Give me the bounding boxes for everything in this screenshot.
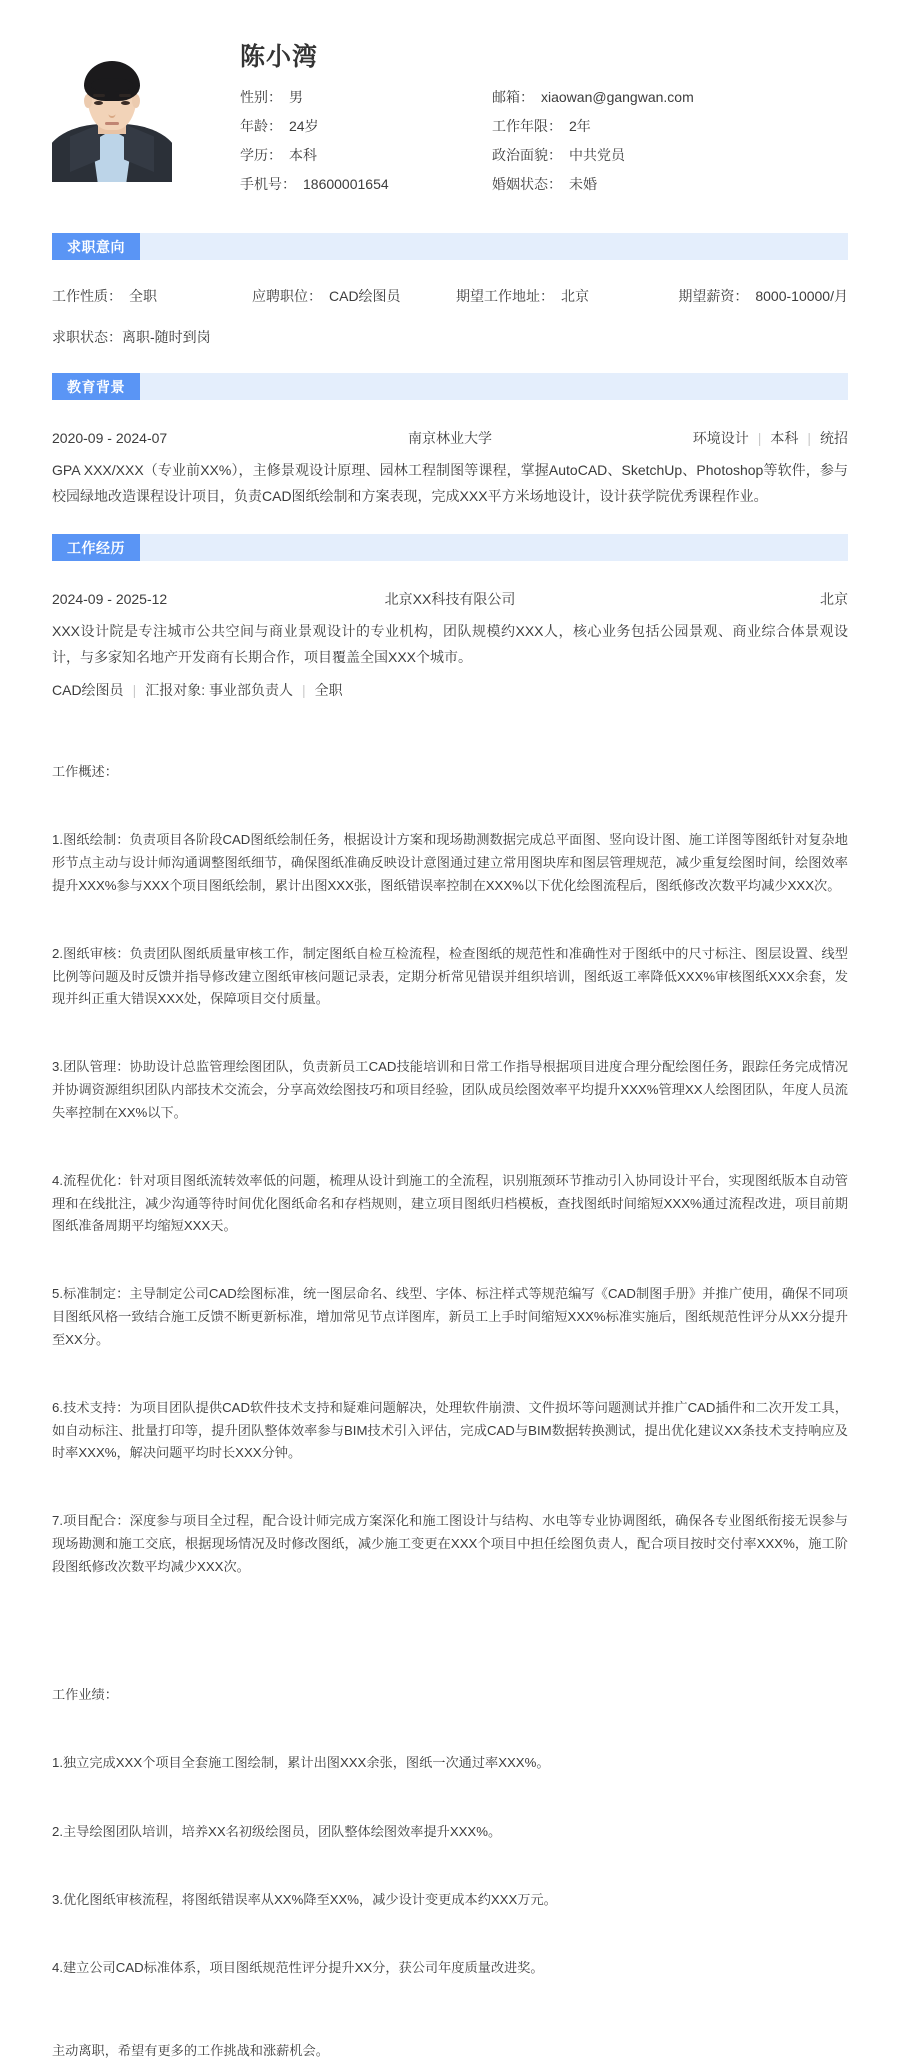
work-achievements xyxy=(52,1624,848,2025)
divider-icon: | xyxy=(757,430,762,447)
field-gender xyxy=(240,88,492,106)
field-age-value: 24岁 xyxy=(289,117,319,134)
field-experience-value: 2年 xyxy=(569,117,591,134)
divider-icon: | xyxy=(807,430,811,447)
work-entry-row xyxy=(52,561,848,609)
work-overview xyxy=(52,700,848,1624)
work-overview-item: 4.流程优化：针对项目图纸流转效率低的问题，梳理从设计到施工的全流程，识别瓶颈环节推动引入协同设计平台，实现图纸版本自动管理和在线批注，减少沟通等待时间优化图纸命名和存档规则，建立项目图纸归档模板，查找图纸时间缩短XXX%通过流程改进，项目前期图纸准备周期平均缩短XXX天。 xyxy=(52,1172,848,1234)
job-intention-row-primary xyxy=(52,260,848,306)
education-date: 2020-09 - 2024-07 xyxy=(52,430,168,447)
work-location: 北京 xyxy=(820,591,848,608)
intent-status-value: 离职-随时到岗 xyxy=(122,329,211,346)
work-job-type: 全职 xyxy=(314,681,343,698)
field-marital-status xyxy=(492,175,848,193)
profile-header xyxy=(0,0,900,193)
education-meta xyxy=(558,428,848,448)
work-overview-item: 3.团队管理：协助设计总监管理绘图团队，负责新员工CAD技能培训和日常工作指导根据项目进度合理分配绘图任务，跟踪任务完成情况并协调资源组织团队内部技术交流会，分享高效绘图技巧和项目经验，团队成员绘图效率平均提升XXX%管理XX人绘图团队，年度人员流失率控制在XX%以下。 xyxy=(52,1059,848,1120)
field-email xyxy=(492,88,848,106)
work-role-line xyxy=(52,671,848,700)
field-education xyxy=(240,146,492,164)
photo-eye-right xyxy=(121,101,130,105)
avatar xyxy=(52,42,172,182)
avatar-photo xyxy=(52,42,172,182)
work-overview-title: 工作概述： xyxy=(52,764,118,780)
field-experience xyxy=(492,117,848,135)
education-entry-row xyxy=(52,400,848,448)
intent-location-value: 北京 xyxy=(561,288,589,305)
intent-status-label: 求职状态： xyxy=(52,329,122,346)
intent-position xyxy=(252,286,456,306)
photo-eye-left xyxy=(94,101,103,105)
intent-position-value: CAD绘图员 xyxy=(329,288,401,305)
intent-job-nature-label: 工作性质： xyxy=(52,288,122,305)
field-marital-status-value: 未婚 xyxy=(569,176,597,193)
profile-info xyxy=(172,42,848,193)
work-overview-item: 6.技术支持：为项目团队提供CAD软件技术支持和疑难问题解决，处理软件崩溃、文件损坏等问题测试并推广CAD插件和二次开发工具，如自动标注、批量打印等，提升团队整体效率参与BIM技术引入评估，完成CAD与BIM数据转换测试，提出优化建议XX条技术支持响应及时率XXX%，解决问题平均时长XXX分钟。 xyxy=(52,1399,848,1461)
intent-position-label: 应聘职位： xyxy=(252,288,322,305)
field-phone-value: 18600001654 xyxy=(303,176,389,193)
field-age xyxy=(240,117,492,135)
education-description: GPA XXX/XXX（专业前XX%），主修景观设计原理、园林工程制图等课程，掌握AutoCAD、SketchUp、Photoshop等软件，参与校园绿地改造课程设计项目，负责CAD图纸绘制和方案表现，完成XXX平方米场地设计，设计获学院优秀课程作业。 xyxy=(52,462,848,505)
section-header-job-intention xyxy=(52,233,848,260)
education-major: 环境设计 xyxy=(692,430,749,447)
section-title-education: 教育背景 xyxy=(52,373,140,400)
section-header-education xyxy=(52,373,848,400)
work-achievement-item: 2.主导绘图团队培训，培养XX名初级绘图员，团队整体绘图效率提升XXX%。 xyxy=(52,1823,502,1839)
intent-location xyxy=(456,286,674,306)
spacer xyxy=(52,510,848,534)
section-header-work-experience xyxy=(52,534,848,561)
photo-nose xyxy=(109,110,116,118)
photo-brow-right xyxy=(119,94,131,97)
education-school: 南京林业大学 xyxy=(408,430,492,447)
divider-icon: | xyxy=(132,681,137,698)
intent-salary xyxy=(674,286,848,306)
work-role: CAD绘图员 xyxy=(52,681,124,698)
work-report-to: 汇报对象: 事业部负责人 xyxy=(145,681,293,698)
section-title-job-intention: 求职意向 xyxy=(52,233,140,260)
work-overview-item: 7.项目配合：深度参与项目全过程，配合设计师完成方案深化和施工图设计与结构、水电等专业协调图纸，确保各专业图纸衔接无误参与现场勘测和施工交底，根据现场情况及时修改图纸，减少施工变更在XXX个项目中担任绘图负责人，配合项目按时交付率XXX%，施工阶段图纸修改次数平均减少XXX次。 xyxy=(52,1513,848,1574)
intent-salary-label: 期望薪资： xyxy=(678,288,749,305)
field-political-status-value: 中共党员 xyxy=(569,146,625,163)
field-experience-label: 工作年限： xyxy=(492,117,562,134)
work-overview-item: 1.图纸绘制：负责项目各阶段CAD图纸绘制任务，根据设计方案和现场勘测数据完成总平面图、竖向设计图、施工详图等图纸针对复杂地形节点主动与设计师沟通调整图纸细节，确保图纸准确反映设计意图通过建立常用图块库和图层管理规范，减少重复绘图时间，绘图效率提升XXX%参与XXX个项目图纸绘制，累计出图XXX张，图纸错误率控制在XXX%以下优化绘图流程后，图纸修改次数平均减少XXX次。 xyxy=(52,832,848,893)
work-overview-item: 2.图纸审核：负责团队图纸质量审核工作，制定图纸自检互检流程，检查图纸的规范性和准确性对于图纸中的尺寸标注、图层设置、线型比例等问题及时反馈并指导修改建立图纸审核问题记录表，定期分析常见错误并组织培训，图纸返工率降低XXX%审核图纸XXX余套，发现并纠正重大错误XXX处，保障项目交付质量。 xyxy=(52,945,848,1007)
education-enroll-type: 统招 xyxy=(820,430,848,447)
intent-location-label: 期望工作地址： xyxy=(456,288,554,305)
field-marital-status-label: 婚姻状态： xyxy=(492,176,562,193)
intent-job-nature xyxy=(52,286,252,306)
work-closing-note: 主动离职，希望有更多的工作挑战和涨薪机会。 xyxy=(52,2042,329,2058)
field-email-value: xiaowan@gangwan.com xyxy=(541,88,694,105)
job-intention-row-status xyxy=(52,306,848,373)
field-email-label: 邮箱： xyxy=(492,88,534,105)
work-achievement-item: 3.优化图纸审核流程，将图纸错误率从XX%降至XX%，减少设计变更成本约XXX万元。 xyxy=(52,1891,557,1907)
intent-job-nature-value: 全职 xyxy=(129,288,157,305)
field-phone xyxy=(240,175,492,193)
work-company: 北京XX科技有限公司 xyxy=(384,591,516,608)
divider-icon: | xyxy=(301,681,306,698)
field-education-value: 本科 xyxy=(289,146,317,163)
work-date: 2024-09 - 2025-12 xyxy=(52,591,168,608)
section-body-work-experience xyxy=(52,561,848,2063)
page-title: 陈小湾 xyxy=(240,43,319,71)
work-achievements-title: 工作业绩： xyxy=(52,1687,118,1703)
work-overview-item: 5.标准制定：主导制定公司CAD绘图标准，统一图层命名、线型、字体、标注样式等规范编写《CAD制图手册》并推广使用，确保不同项目图纸风格一致结合施工反馈不断更新标准，增加常见节点详图库，新员工上手时间缩短XXX%标准实施后，图纸规范性评分从XX分提升至XX分。 xyxy=(52,1286,848,1347)
section-body-education xyxy=(52,400,848,534)
work-company-description: XXX设计院是专注城市公共空间与商业景观设计的专业机构，团队规模约XXX人，核心业务包括公园景观、商业综合体景观设计，与多家知名地产开发商有长期合作，项目覆盖全国XXX个城市。 xyxy=(52,623,848,665)
field-education-label: 学历： xyxy=(240,146,282,163)
profile-fields xyxy=(240,88,848,194)
photo-brow-left xyxy=(93,94,105,97)
photo-mouth xyxy=(105,122,119,125)
work-achievement-item: 1.独立完成XXX个项目全套施工图绘制，累计出图XXX余张，图纸一次通过率XXX%。 xyxy=(52,1755,550,1771)
education-degree: 本科 xyxy=(770,430,799,447)
section-title-work-experience: 工作经历 xyxy=(52,534,140,561)
field-gender-value: 男 xyxy=(289,88,303,105)
field-political-status xyxy=(492,146,848,164)
field-phone-label: 手机号： xyxy=(240,176,296,193)
field-political-status-label: 政治面貌： xyxy=(492,146,562,163)
field-gender-label: 性别： xyxy=(240,88,282,105)
field-age-label: 年龄： xyxy=(240,117,282,134)
section-body-job-intention xyxy=(52,260,848,373)
intent-salary-value: 8000-10000/月 xyxy=(755,288,848,305)
work-achievement-item: 4.建立公司CAD标准体系，项目图纸规范性评分提升XX分，获公司年度质量改进奖。 xyxy=(52,1959,544,1975)
